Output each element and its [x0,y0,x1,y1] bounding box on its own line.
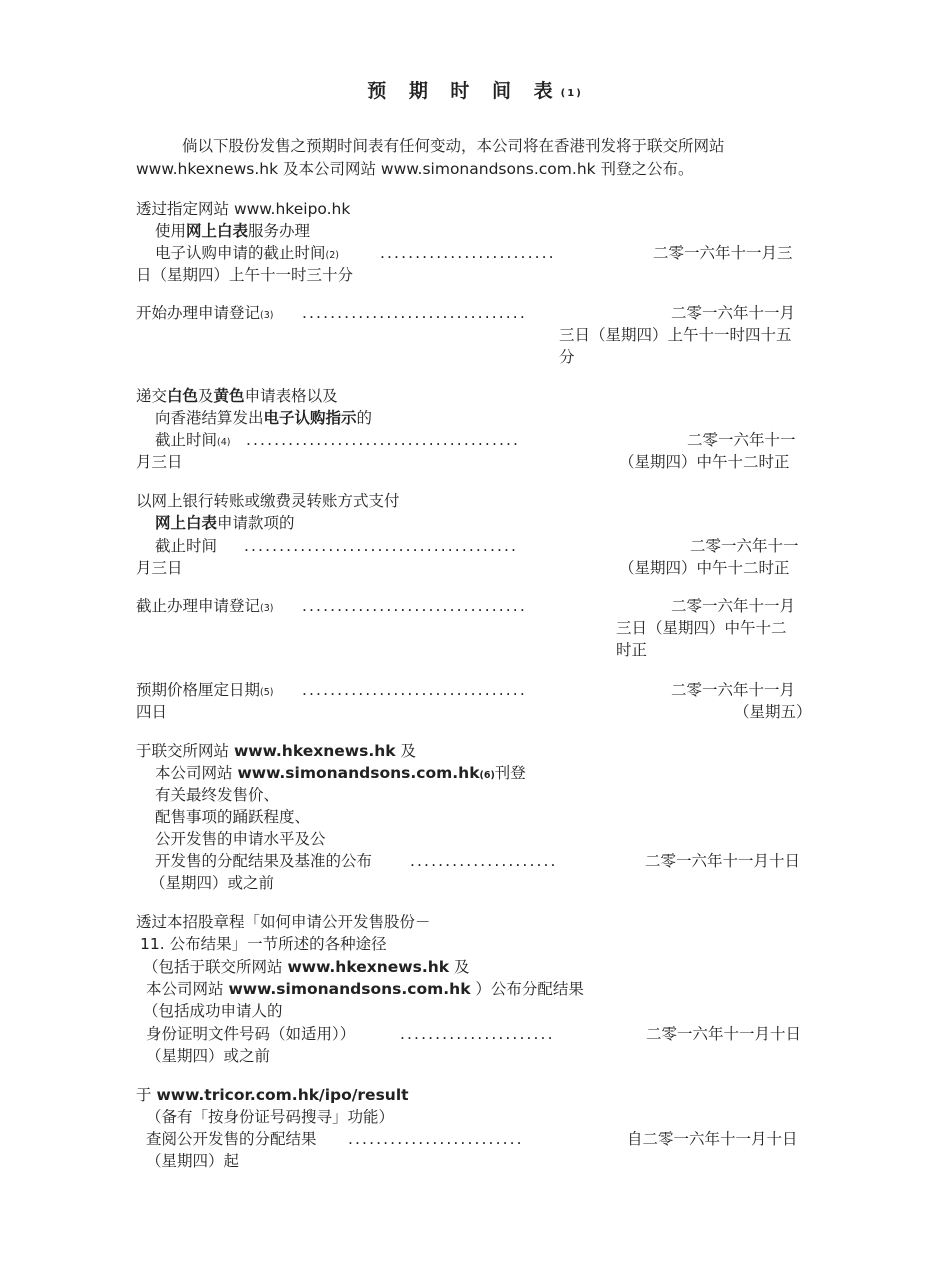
entry-tricor-date-2: （星期四）起 [146,1152,240,1170]
dot-leader: ................................ [302,597,527,615]
entry-start-registration-label: 开始办理申请登记(3) [136,304,274,322]
entry-tricor-line-2: （备有「按身份证号码搜寻」功能） [146,1108,395,1126]
entry-hkeipo-date-1: 二零一六年十一月三 [653,244,793,262]
entry-hkeipo-line-2: 使用网上白表服务办理 [155,222,311,240]
entry-announcement-line-2: 本公司网站 www.simonandsons.com.hk(6)刊登 [155,764,526,782]
entry-forms-date-2b: （星期四）中午十二时正 [619,453,790,471]
title-footnote: (1) [560,88,583,99]
entry-hkeipo-line-1: 透过指定网站 www.hkeipo.hk [136,200,351,218]
entry-announcement-line-3: 有关最终发售价、 [155,786,280,804]
entry-announcement-line-1: 于联交所网站 www.hkexnews.hk 及 [136,742,416,760]
entry-tricor-line-3: 查阅公开发售的分配结果 [146,1130,317,1148]
entry-payment-line-3: 截止时间 [155,537,218,555]
entry-allocation-date-1: 二零一六年十一月十日 [646,1025,802,1043]
entry-allocation-line-1: 透过本招股章程「如何申请公开发售股份－ [136,913,431,931]
entry-price-determination-date-1: 二零一六年十一月 [671,681,796,699]
entry-hkeipo-line-3: 电子认购申请的截止时间(2) [155,244,339,262]
entry-payment-line-2: 网上白表申请款项的 [155,514,295,532]
tricor-link[interactable]: www.tricor.com.hk/ipo/result [156,1086,409,1104]
dot-leader: ....................................... [246,431,521,449]
entry-payment-date-2b: （星期四）中午十二时正 [619,559,790,577]
entry-payment-date-1: 二零一六年十一 [690,537,799,555]
page-title: 预 期 时 间 表$^{(1)}$ [367,80,583,102]
entry-allocation-line-3: （包括于联交所网站 www.hkexnews.hk 及 [143,958,470,976]
dot-leader: ................................ [302,681,527,699]
dot-leader: ...................... [400,1025,555,1043]
entry-payment-date-2a: 月三日 [136,559,183,577]
entry-forms-date-2a: 月三日 [136,453,183,471]
intro-line-1: 倘以下股份发售之预期时间表有任何变动，本公司将在香港刊发将于联交所网站 [182,137,725,155]
entry-allocation-line-5: （包括成功申请人的 [143,1002,283,1020]
entry-announcement-line-5: 公开发售的申请水平及公 [155,830,326,848]
entry-start-registration-date-2: 三日（星期四）上午十一时四十五 [559,326,792,344]
entry-announcement-line-6: 开发售的分配结果及基准的公布 [155,852,373,870]
dot-leader: ......................... [348,1130,524,1148]
entry-price-determination-label: 预期价格厘定日期(5) [136,681,274,699]
entry-close-registration-label: 截止办理申请登记(3) [136,597,274,615]
entry-allocation-line-4: 本公司网站 www.simonandsons.com.hk ）公布分配结果 [146,980,584,998]
entry-forms-line-3: 截止时间(4) [155,431,231,449]
simonandsons-link[interactable]: www.simonandsons.com.hk [237,764,480,782]
entry-start-registration-date-3: 分 [559,348,575,366]
simonandsons-link[interactable]: www.simonandsons.com.hk [380,160,596,178]
entry-announcement-line-4: 配售事项的踊跃程度、 [155,808,311,826]
entry-tricor-line-1: 于 www.tricor.com.hk/ipo/result [136,1086,409,1104]
entry-allocation-line-2: 11. 公布结果」一节所述的各种途径 [140,935,387,953]
entry-close-registration-date-1: 二零一六年十一月 [671,597,796,615]
dot-leader: ....................................... [244,537,519,555]
dot-leader: ................................ [302,304,527,322]
hkexnews-link[interactable]: www.hkexnews.hk [233,742,396,760]
entry-forms-date-1: 二零一六年十一 [687,431,796,449]
entry-allocation-date-2: （星期四）或之前 [146,1047,271,1065]
hkexnews-link[interactable]: www.hkexnews.hk [287,958,450,976]
hkexnews-link[interactable]: www.hkexnews.hk [136,160,279,178]
entry-payment-line-1: 以网上银行转账或缴费灵转账方式支付 [136,492,400,510]
entry-close-registration-date-2: 三日（星期四）中午十二 [616,619,787,637]
entry-forms-line-1: 递交白色及黄色申请表格以及 [136,387,338,405]
entry-start-registration-date-1: 二零一六年十一月 [671,304,796,322]
entry-price-determination-date-2b: （星期五） [734,703,812,721]
entry-hkeipo-date-2: 日（星期四）上午十一时三十分 [136,266,354,284]
entry-announcement-date-1: 二零一六年十一月十日 [645,852,801,870]
entry-tricor-date-1: 自二零一六年十一月十日 [627,1130,798,1148]
intro-line-2: www.hkexnews.hk 及本公司网站 www.simonandsons.com.hk 刊登之公布。 [136,160,694,178]
hkeipo-link[interactable]: www.hkeipo.hk [233,200,351,218]
entry-announcement-date-2: （星期四）或之前 [150,874,275,892]
entry-close-registration-date-3: 时正 [616,641,648,659]
entry-allocation-line-6: 身份证明文件号码（如适用）） [146,1025,356,1043]
entry-price-determination-date-2a: 四日 [136,703,168,721]
dot-leader: ......................... [380,244,556,262]
simonandsons-link[interactable]: www.simonandsons.com.hk [228,980,471,998]
dot-leader: ..................... [410,852,558,870]
entry-forms-line-2: 向香港结算发出电子认购指示的 [155,409,373,427]
